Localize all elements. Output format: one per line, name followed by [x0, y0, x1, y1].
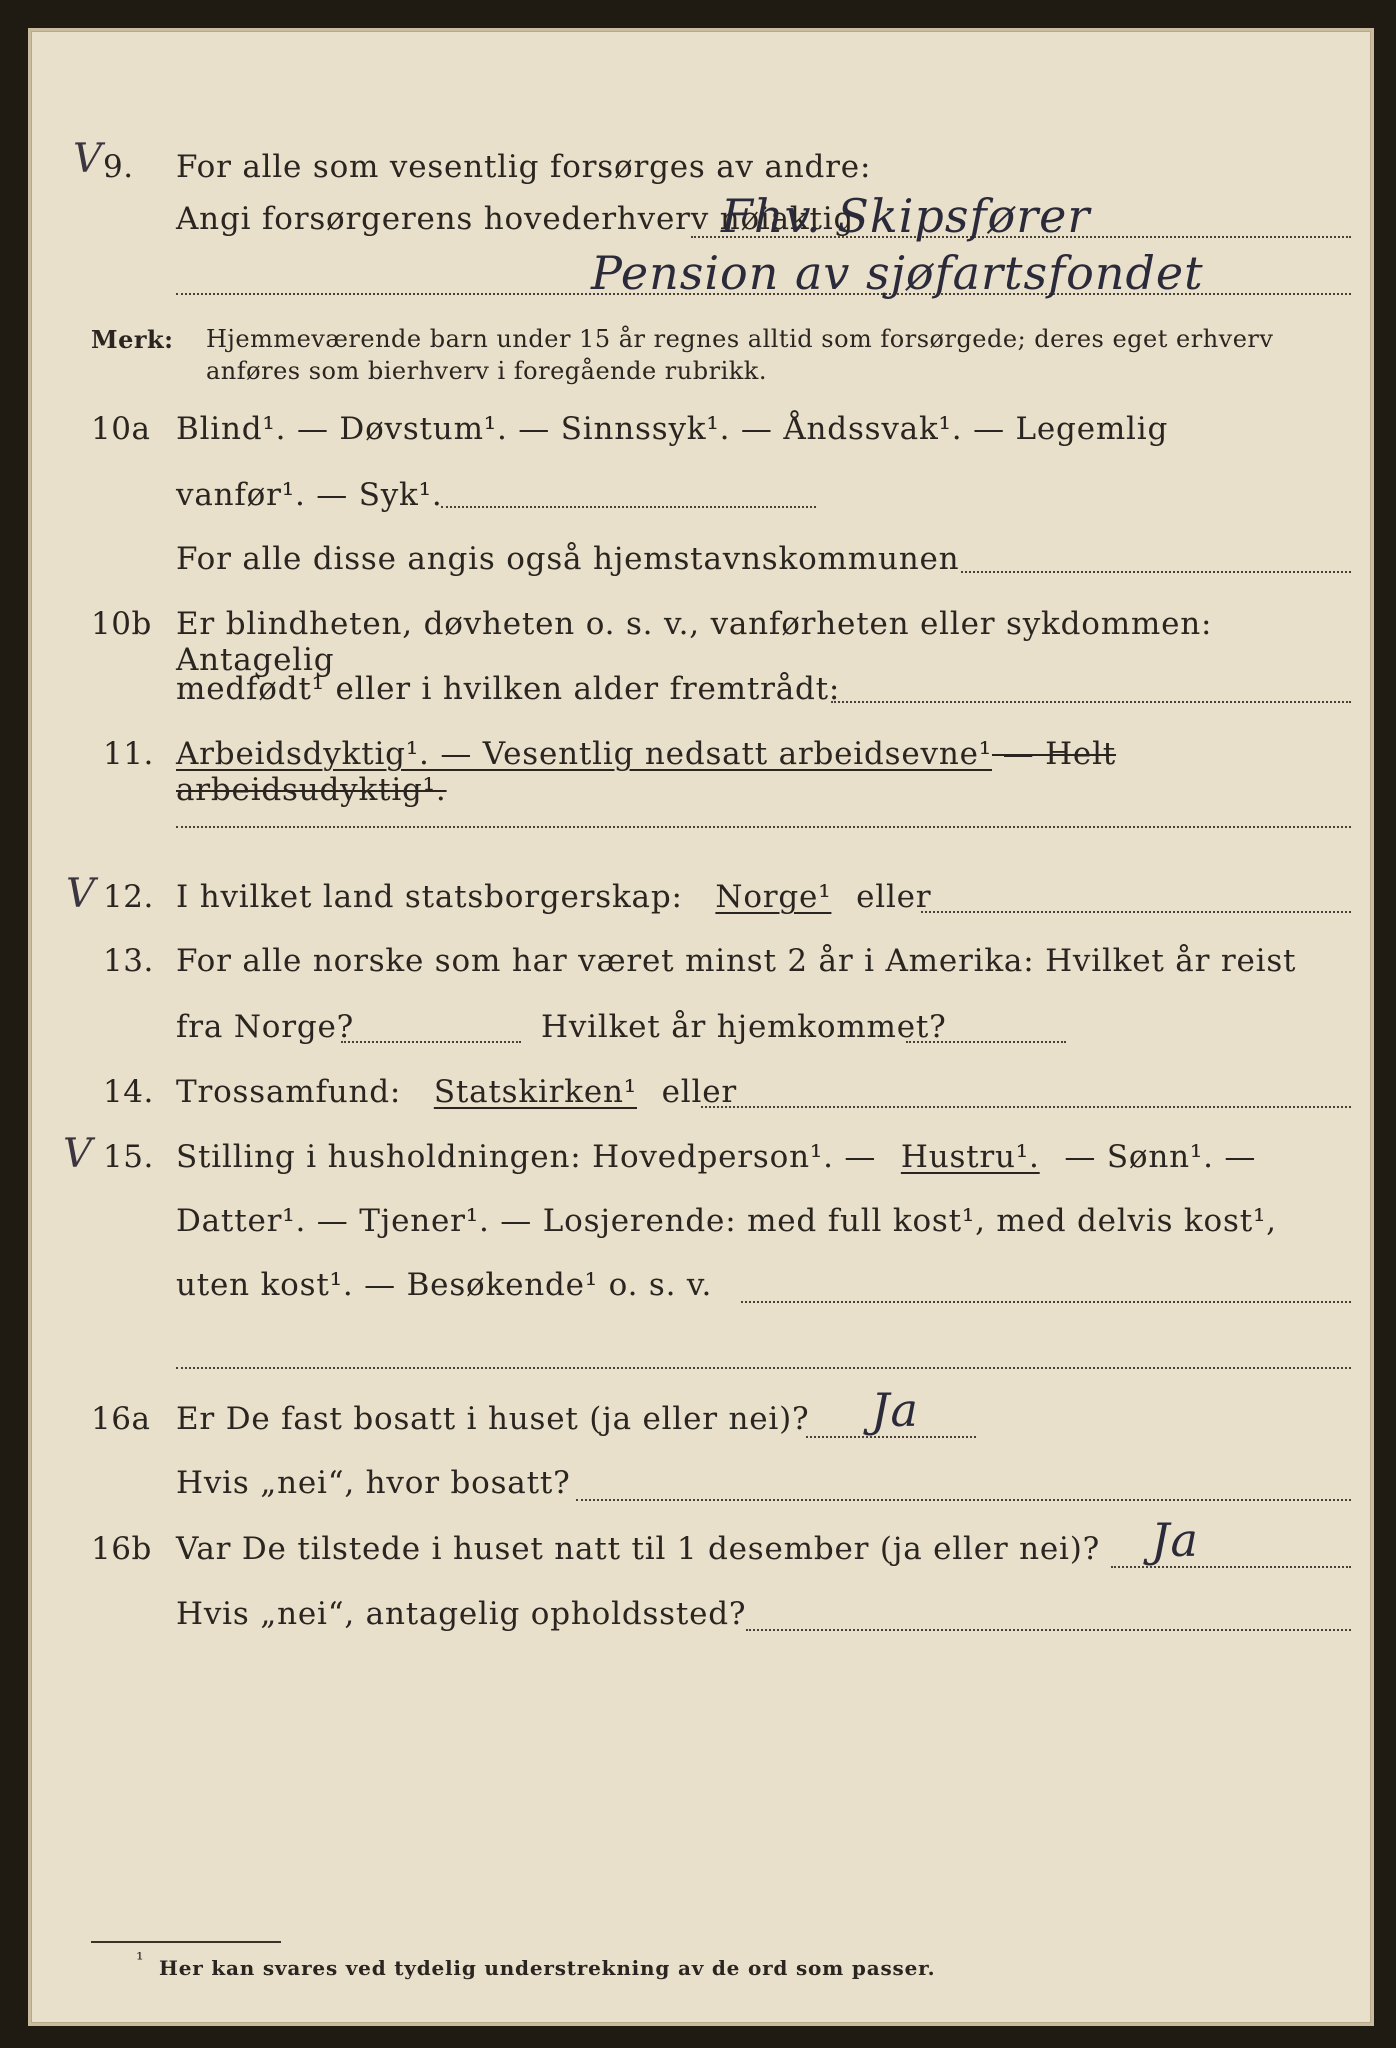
q13-text-2b: Hvilket år hjemkommet?: [541, 1009, 947, 1045]
q9-text-1: For alle som vesentlig forsørges av andre:: [176, 149, 872, 185]
footnote-marker: ¹: [136, 1949, 145, 1971]
q14-question: Trossamfund:: [176, 1074, 402, 1110]
q12-option-norge[interactable]: Norge¹: [715, 879, 832, 915]
check-mark: V: [66, 871, 95, 917]
q10a-answer-line-1[interactable]: [441, 506, 816, 508]
q11-number: 11.: [103, 736, 154, 772]
q14-text: [176, 1074, 737, 1110]
q16a-number: 16a: [91, 1401, 151, 1437]
q11-option-underlined[interactable]: Arbeidsdyktig¹. — Vesentlig nedsatt arbeidsevne¹: [176, 736, 992, 772]
q10b-text-1: Er blindheten, døvheten o. s. v., vanførheten eller sykdommen: Antagelig: [176, 606, 1213, 678]
q15-option-hustru[interactable]: Hustru¹.: [900, 1139, 1040, 1175]
q13-number: 13.: [103, 943, 154, 979]
q14-answer-line[interactable]: [701, 1106, 1351, 1108]
q16b-number: 16b: [91, 1531, 152, 1567]
q11-text: [176, 736, 1371, 808]
q16a-text-1: Er De fast bosatt i huset (ja eller nei)?: [176, 1401, 810, 1437]
q10b-answer-line[interactable]: [831, 701, 1351, 703]
q12-question: I hvilket land statsborgerskap:: [176, 879, 683, 915]
q10a-number: 10a: [91, 411, 151, 447]
q16a-answer-line-2[interactable]: [576, 1499, 1351, 1501]
q10a-text-1: Blind¹. — Døvstum¹. — Sinnssyk¹. — Åndssvak¹. — Legemlig: [176, 411, 1169, 447]
q15-text-2: Datter¹. — Tjener¹. — Losjerende: med full kost¹, med delvis kost¹,: [176, 1203, 1277, 1239]
q14-number: 14.: [103, 1074, 154, 1110]
merk-label: Merk:: [91, 325, 174, 354]
q10b-text-2: medfødt¹ eller i hvilken alder fremtrådt:: [176, 671, 841, 707]
q12-number: 12.: [103, 879, 154, 915]
q15-number: 15.: [103, 1139, 154, 1175]
q15-answer-line-1[interactable]: [741, 1301, 1351, 1303]
q13-text-2a: fra Norge?: [176, 1009, 355, 1045]
q16b-text-2: Hvis „nei“, antagelig opholdssted?: [176, 1596, 747, 1632]
q16b-text-1: Var De tilstede i huset natt til 1 desember (ja eller nei)?: [176, 1531, 1101, 1567]
q14-or: eller: [661, 1074, 737, 1110]
footnote-rule: [91, 1941, 281, 1943]
q12-text: [176, 879, 931, 915]
q13-answer-line-2[interactable]: [906, 1041, 1066, 1043]
q16b-answer-line-1[interactable]: [1111, 1566, 1351, 1568]
merk-text-2: anføres som bierhverv i foregående rubrikk.: [206, 357, 767, 385]
q13-answer-line-1[interactable]: [341, 1041, 521, 1043]
q10a-answer-line-2[interactable]: [961, 571, 1351, 573]
q10a-text-3: For alle disse angis også hjemstavnskommunen: [176, 541, 960, 577]
q15-text-1: [176, 1139, 1256, 1175]
q10b-number: 10b: [91, 606, 152, 642]
q15-answer-line-2[interactable]: [176, 1367, 1351, 1369]
q12-or: eller: [856, 879, 932, 915]
q15-text-1a: Stilling i husholdningen: Hovedperson¹. —: [176, 1139, 877, 1175]
q9-number: 9.: [103, 149, 134, 185]
q9-text-2: Angi forsørgerens hovederhverv nøiaktig: [176, 201, 855, 237]
census-form-page: [28, 28, 1374, 2026]
q12-answer-line[interactable]: [921, 911, 1351, 913]
q15-text-1b: — Sønn¹. —: [1064, 1139, 1257, 1175]
q9-handwritten-answer-2: Pension av sjøfartsfondet: [591, 246, 1204, 300]
q14-option-statskirken[interactable]: Statskirken¹: [433, 1074, 637, 1110]
footnote-text: Her kan svares ved tydelig understrekning av de ord som passer.: [159, 1956, 936, 1980]
merk-text-1: Hjemmeværende barn under 15 år regnes alltid som forsørgede; deres eget erhverv: [206, 325, 1274, 353]
q11-answer-line[interactable]: [176, 826, 1351, 828]
q16b-handwritten-answer: Ja: [1151, 1513, 1199, 1567]
q13-text-1: For alle norske som har været minst 2 år i Amerika: Hvilket år reist: [176, 943, 1297, 979]
q9-handwritten-answer-1: Fhv. Skipsfører: [721, 189, 1091, 243]
check-mark: V: [73, 136, 102, 182]
q16a-text-2: Hvis „nei“, hvor bosatt?: [176, 1465, 571, 1501]
q16b-answer-line-2[interactable]: [746, 1629, 1351, 1631]
q15-text-3: uten kost¹. — Besøkende¹ o. s. v.: [176, 1267, 713, 1303]
q16a-handwritten-answer: Ja: [871, 1383, 919, 1437]
q11-option-struck[interactable]: — Helt arbeidsudyktig¹.: [176, 736, 1117, 808]
q10a-text-2: vanfør¹. — Syk¹.: [176, 477, 443, 513]
check-mark: V: [63, 1131, 92, 1177]
